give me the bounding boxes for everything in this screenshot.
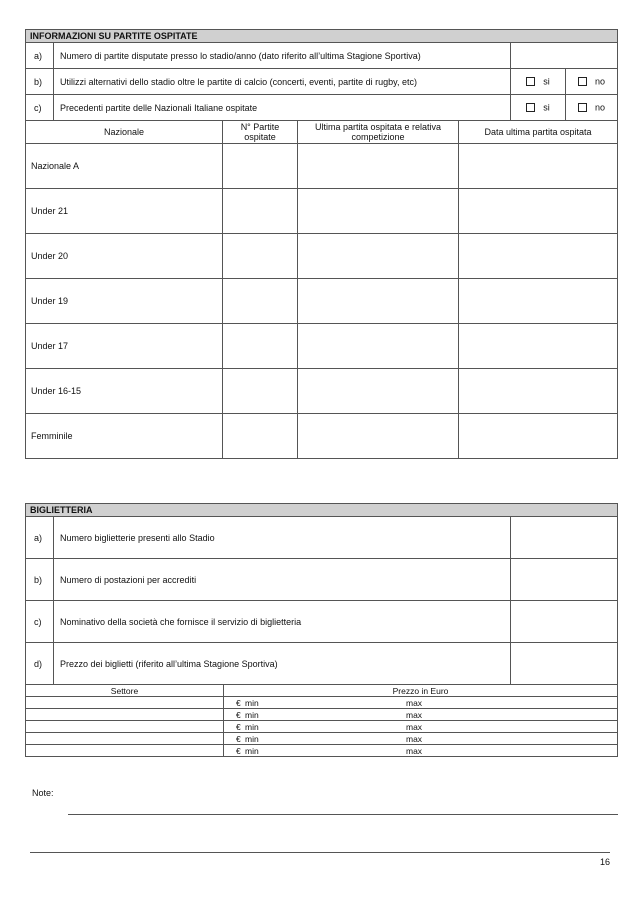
row-label: Under 20	[26, 234, 223, 279]
price-cell[interactable]	[224, 733, 618, 745]
max-label: max	[406, 721, 423, 732]
question-text: Nominativo della società che fornisce il servizio di biglietteria	[54, 601, 511, 643]
price-cell[interactable]	[224, 745, 618, 757]
sector-cell[interactable]	[26, 745, 224, 757]
column-header: Ultima partita ospitata e relativa competizione	[298, 121, 459, 144]
row-label: Under 17	[26, 324, 223, 369]
input-cell[interactable]	[223, 369, 298, 414]
checkbox-si[interactable]	[526, 103, 535, 112]
question-row	[26, 43, 618, 69]
max-label: max	[406, 709, 423, 720]
currency: €	[236, 721, 241, 732]
page-number: 16	[599, 857, 610, 867]
answer-field[interactable]	[511, 643, 618, 685]
checkbox-si[interactable]	[526, 77, 535, 86]
notes-line[interactable]	[68, 814, 618, 815]
input-cell[interactable]	[459, 144, 618, 189]
answer-field[interactable]	[511, 559, 618, 601]
biglietteria-questions	[25, 503, 618, 685]
nazionali-table	[25, 120, 618, 459]
question-row	[26, 69, 618, 95]
input-cell[interactable]	[459, 234, 618, 279]
input-cell[interactable]	[298, 414, 459, 459]
input-cell[interactable]	[298, 189, 459, 234]
partite-ospitate-section	[25, 29, 617, 459]
table-row	[26, 234, 618, 279]
currency: €	[236, 745, 241, 756]
sector-cell[interactable]	[26, 733, 224, 745]
price-table	[25, 684, 618, 757]
question-text: Prezzo dei biglietti (riferito all’ultima Stagione Sportiva)	[54, 643, 511, 685]
price-cell[interactable]	[224, 709, 618, 721]
checkbox-no[interactable]	[578, 77, 587, 86]
input-cell[interactable]	[459, 324, 618, 369]
footer-divider	[30, 852, 610, 853]
notes-label: Note:	[32, 788, 54, 798]
max-label: max	[406, 697, 423, 708]
question-label: a)	[26, 517, 54, 559]
option-si-cell	[511, 69, 566, 95]
option-no-cell	[566, 69, 618, 95]
table-row	[26, 697, 618, 709]
table-row	[26, 721, 618, 733]
table-row	[26, 414, 618, 459]
question-row	[26, 643, 618, 685]
currency: €	[236, 733, 241, 744]
question-text: Numero di postazioni per accrediti	[54, 559, 511, 601]
input-cell[interactable]	[298, 324, 459, 369]
row-label: Under 21	[26, 189, 223, 234]
table-row	[26, 369, 618, 414]
column-header: N° Partite ospitate	[223, 121, 298, 144]
price-cell[interactable]	[224, 697, 618, 709]
input-cell[interactable]	[223, 279, 298, 324]
question-row	[26, 559, 618, 601]
table-row	[26, 324, 618, 369]
input-cell[interactable]	[223, 324, 298, 369]
table-row	[26, 144, 618, 189]
max-label: max	[406, 745, 423, 756]
input-cell[interactable]	[223, 414, 298, 459]
input-cell[interactable]	[298, 279, 459, 324]
question-label: c)	[26, 601, 54, 643]
table-row	[26, 745, 618, 757]
section-title: INFORMAZIONI SU PARTITE OSPITATE	[26, 30, 618, 43]
input-cell[interactable]	[459, 414, 618, 459]
sector-cell[interactable]	[26, 709, 224, 721]
row-label: Under 16-15	[26, 369, 223, 414]
question-text: Numero di partite disputate presso lo stadio/anno (dato riferito all’ultima Stagione Sportiva)	[54, 43, 511, 69]
question-label: b)	[26, 69, 54, 95]
answer-field[interactable]	[511, 601, 618, 643]
input-cell[interactable]	[223, 189, 298, 234]
column-header: Data ultima partita ospitata	[459, 121, 618, 144]
row-label: Nazionale A	[26, 144, 223, 189]
input-cell[interactable]	[459, 279, 618, 324]
answer-field[interactable]	[511, 517, 618, 559]
input-cell[interactable]	[223, 234, 298, 279]
answer-field[interactable]	[511, 43, 618, 69]
table-row	[26, 733, 618, 745]
option-label: si	[543, 76, 550, 87]
question-label: c)	[26, 95, 54, 121]
section-title: BIGLIETTERIA	[26, 504, 618, 517]
option-si-cell	[511, 95, 566, 121]
checkbox-no[interactable]	[578, 103, 587, 112]
min-label: min	[245, 697, 259, 708]
input-cell[interactable]	[298, 369, 459, 414]
table-row	[26, 189, 618, 234]
column-header: Settore	[26, 685, 224, 697]
sector-cell[interactable]	[26, 721, 224, 733]
question-row	[26, 517, 618, 559]
min-label: min	[245, 709, 259, 720]
sector-cell[interactable]	[26, 697, 224, 709]
min-label: min	[245, 745, 259, 756]
option-label: no	[594, 102, 605, 113]
input-cell[interactable]	[459, 189, 618, 234]
question-text: Utilizzi alternativi dello stadio oltre le partite di calcio (concerti, eventi, partite di rugby, etc)	[54, 69, 511, 95]
table-header-row	[26, 121, 618, 144]
currency: €	[236, 709, 241, 720]
table-header-row	[26, 685, 618, 697]
column-header: Nazionale	[26, 121, 223, 144]
min-label: min	[245, 733, 259, 744]
input-cell[interactable]	[298, 234, 459, 279]
question-label: b)	[26, 559, 54, 601]
question-label: a)	[26, 43, 54, 69]
option-no-cell	[566, 95, 618, 121]
option-label: si	[543, 102, 550, 113]
question-text: Numero biglietterie presenti allo Stadio	[54, 517, 511, 559]
option-label: no	[594, 76, 605, 87]
currency: €	[236, 697, 241, 708]
input-cell[interactable]	[298, 144, 459, 189]
input-cell[interactable]	[459, 369, 618, 414]
question-row	[26, 601, 618, 643]
partite-ospitate-questions	[25, 29, 618, 121]
column-header: Prezzo in Euro	[224, 685, 618, 697]
table-row	[26, 709, 618, 721]
question-row	[26, 95, 618, 121]
input-cell[interactable]	[223, 144, 298, 189]
max-label: max	[406, 733, 423, 744]
row-label: Under 19	[26, 279, 223, 324]
min-label: min	[245, 721, 259, 732]
row-label: Femminile	[26, 414, 223, 459]
question-text: Precedenti partite delle Nazionali Italiane ospitate	[54, 95, 511, 121]
question-label: d)	[26, 643, 54, 685]
price-cell[interactable]	[224, 721, 618, 733]
table-row	[26, 279, 618, 324]
biglietteria-section	[25, 503, 617, 757]
